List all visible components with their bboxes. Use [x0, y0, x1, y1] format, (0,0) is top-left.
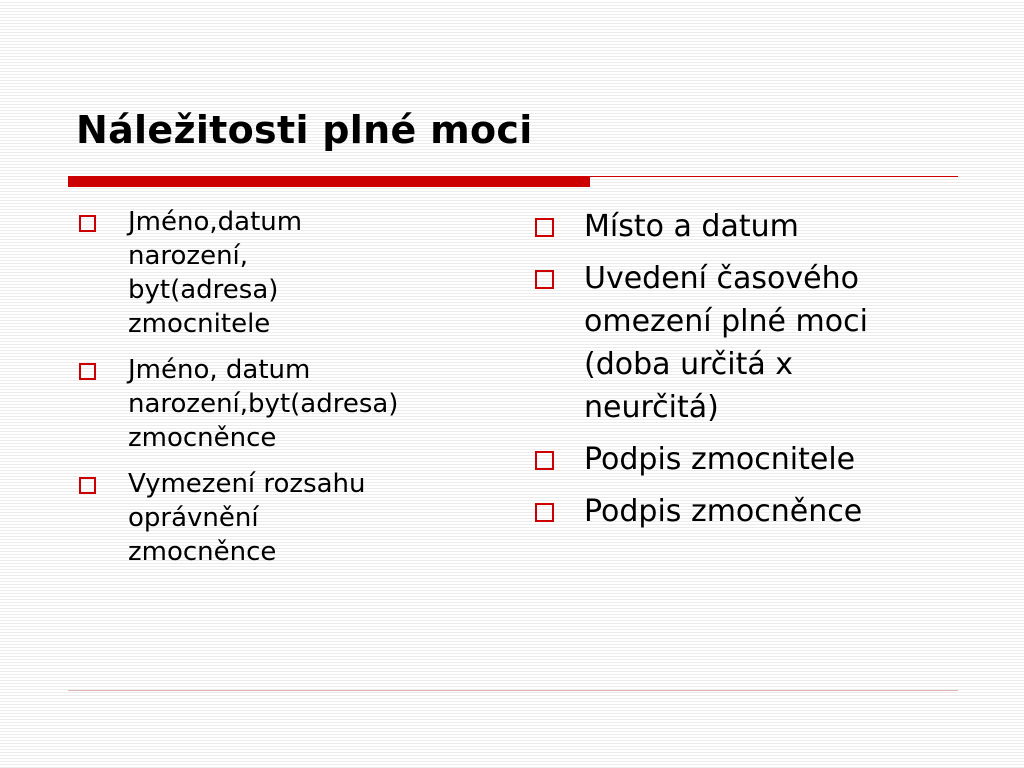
- right-bullet-list: [532, 205, 972, 542]
- list-item-text: Podpis zmocnitele: [584, 442, 856, 477]
- list-item-text: Jméno, datum narození,byt(adresa) zmocněnce: [128, 355, 399, 453]
- hollow-square-icon: [535, 503, 554, 522]
- hollow-square-icon: [79, 363, 96, 380]
- list-item: [532, 205, 972, 248]
- hollow-square-icon: [535, 218, 554, 237]
- title-underline-bar: [68, 176, 590, 187]
- list-item: [76, 467, 506, 569]
- footer-divider: [68, 690, 958, 691]
- slide-title: Náležitosti plné moci: [76, 108, 533, 152]
- list-item: [532, 257, 972, 429]
- list-item-text: Vymezení rozsahu oprávnění zmocněnce: [128, 469, 366, 567]
- hollow-square-icon: [79, 215, 96, 232]
- hollow-square-icon: [79, 477, 96, 494]
- list-item: [532, 438, 972, 481]
- list-item-text: Jméno,datum narození, byt(adresa) zmocnitele: [128, 207, 303, 339]
- hollow-square-icon: [535, 451, 554, 470]
- title-underline-thin: [590, 176, 958, 177]
- list-item: [532, 490, 972, 533]
- hollow-square-icon: [535, 270, 554, 289]
- left-bullet-list: [76, 205, 506, 581]
- list-item-text: Podpis zmocněnce: [584, 494, 863, 529]
- list-item: [76, 353, 506, 455]
- list-item-text: Uvedení časového omezení plné moci (doba určitá x neurčitá): [584, 261, 868, 425]
- list-item: [76, 205, 506, 341]
- list-item-text: Místo a datum: [584, 209, 799, 244]
